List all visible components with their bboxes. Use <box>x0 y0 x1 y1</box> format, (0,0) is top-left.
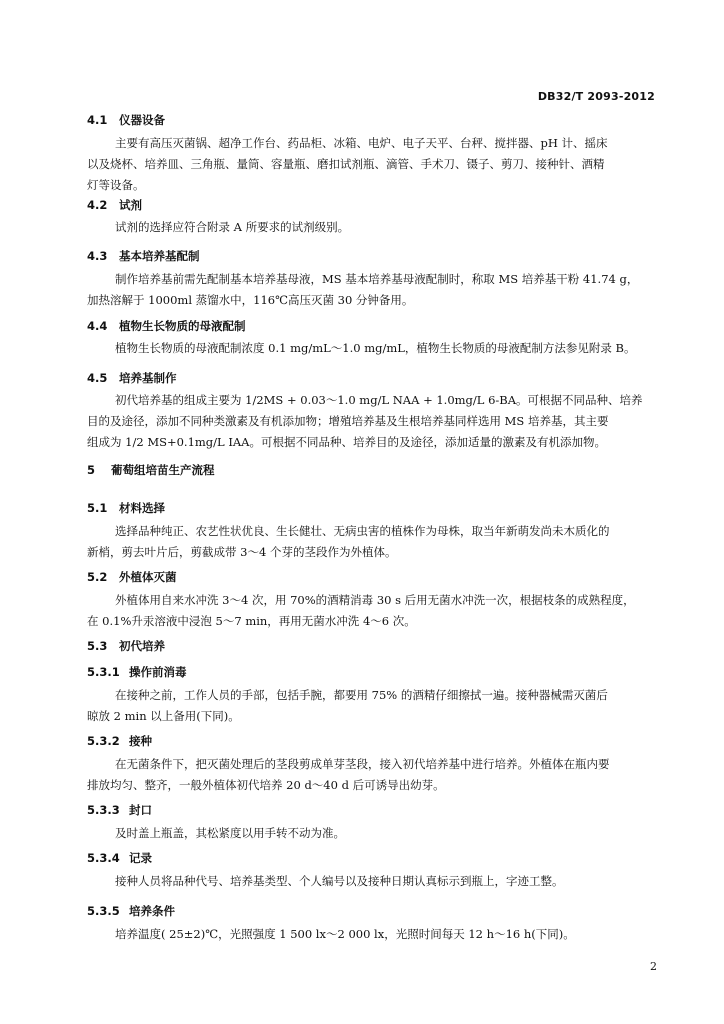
section-title: 记录 <box>129 851 153 865</box>
section-title: 试剂 <box>119 198 143 212</box>
section-title: 接种 <box>129 734 153 748</box>
section-number: 4.5 <box>87 371 108 385</box>
body-line: 主要有高压灭菌锅、超净工作台、药品柜、冰箱、电炉、电子天平、台秤、搅拌器、pH 计、摇床 <box>115 136 608 150</box>
section-title: 仪器设备 <box>119 113 166 127</box>
body-line: 以及烧杯、培养皿、三角瓶、量筒、容量瓶、磨扣试剂瓶、滴管、手术刀、镊子、剪刀、接种针、酒精 <box>87 157 605 171</box>
section-heading-5-3-3 <box>87 802 152 818</box>
section-body-4-2 <box>87 217 657 238</box>
section-title: 植物生长物质的母液配制 <box>119 319 246 333</box>
body-line: 制作培养基前需先配制基本培养基母液，MS 基本培养基母液配制时，称取 MS 培养基干粉 41.74 g， <box>115 272 639 286</box>
section-body-5-3-4 <box>87 871 657 892</box>
body-line: 接种人员将品种代号、培养基类型、个人编号以及接种日期认真标示到瓶上，字迹工整。 <box>115 874 564 888</box>
section-heading-5-1 <box>87 500 165 516</box>
section-body-4-3 <box>87 269 657 311</box>
section-title: 外植体灭菌 <box>119 570 177 584</box>
body-line: 植物生长物质的母液配制浓度 0.1 mg/mL～1.0 mg/mL，植物生长物质的母液配制方法参见附录 B。 <box>115 341 636 355</box>
section-number: 5.3.4 <box>87 851 120 865</box>
section-title: 初代培养 <box>119 639 166 653</box>
section-body-5-3-2 <box>87 754 657 796</box>
section-title: 材料选择 <box>119 501 166 515</box>
section-heading-5-3-4 <box>87 850 152 866</box>
section-number: 5.3.5 <box>87 904 120 918</box>
body-line: 外植体用自来水冲洗 3～4 次，用 70%的酒精消毒 30 s 后用无菌水冲洗一次，根据枝条的成熟程度， <box>115 593 635 607</box>
section-number: 4.2 <box>87 198 108 212</box>
section-body-4-5 <box>87 390 657 453</box>
section-body-5-1 <box>87 521 657 563</box>
body-line: 选择品种纯正、农艺性状优良、生长健壮、无病虫害的植株作为母株，取当年新萌发尚未木质化的 <box>115 524 610 538</box>
section-heading-5-3-2 <box>87 733 152 749</box>
body-line: 灯等设备。 <box>87 178 145 192</box>
chapter-heading-5 <box>87 462 215 478</box>
section-number: 5.3.2 <box>87 734 120 748</box>
body-line: 及时盖上瓶盖，其松紧度以用手转不动为准。 <box>115 826 345 840</box>
body-line: 组成为 1/2 MS+0.1mg/L IAA。可根据不同品种、培养目的及途径，添加适量的激素及有机添加物。 <box>87 435 606 449</box>
section-body-4-1 <box>87 133 657 196</box>
section-title: 培养条件 <box>129 904 176 918</box>
section-heading-5-3-5 <box>87 903 175 919</box>
body-line: 在无菌条件下，把灭菌处理后的茎段剪成单芽茎段，接入初代培养基中进行培养。外植体在瓶内要 <box>115 757 610 771</box>
section-body-5-3-3 <box>87 823 657 844</box>
section-title: 培养基制作 <box>119 371 177 385</box>
section-heading-5-2 <box>87 569 177 585</box>
section-number: 5.2 <box>87 570 108 584</box>
section-title: 基本培养基配制 <box>119 249 200 263</box>
section-body-4-4 <box>87 338 657 359</box>
section-body-5-3-1 <box>87 685 657 727</box>
section-heading-4-4 <box>87 318 246 334</box>
section-number: 5 <box>87 463 96 477</box>
body-line: 培养温度( 25±2)℃，光照强度 1 500 lx～2 000 lx，光照时间每天 12 h～16 h(下同)。 <box>115 927 575 941</box>
section-body-5-3-5 <box>87 924 657 945</box>
body-line: 在 0.1%升汞溶液中浸泡 5～7 min，再用无菌水冲洗 4～6 次。 <box>87 614 416 628</box>
page-number: 2 <box>650 960 657 973</box>
body-line: 初代培养基的组成主要为 1/2MS + 0.03～1.0 mg/L NAA + 1.0mg/L 6-BA。可根据不同品种、培养 <box>115 393 643 407</box>
section-number: 4.1 <box>87 113 108 127</box>
body-line: 晾放 2 min 以上备用(下同)。 <box>87 709 240 723</box>
standard-code: DB32/T 2093-2012 <box>537 90 655 103</box>
section-number: 5.3.3 <box>87 803 120 817</box>
section-title: 操作前消毒 <box>129 665 187 679</box>
body-line: 试剂的选择应符合附录 A 所要求的试剂级别。 <box>115 220 350 234</box>
section-title: 葡萄组培苗生产流程 <box>111 463 215 477</box>
section-heading-4-2 <box>87 197 142 213</box>
section-number: 5.3 <box>87 639 108 653</box>
section-number: 4.4 <box>87 319 108 333</box>
section-heading-4-5 <box>87 370 177 386</box>
section-body-5-2 <box>87 590 657 632</box>
section-number: 5.3.1 <box>87 665 120 679</box>
section-heading-4-1 <box>87 112 165 128</box>
body-line: 目的及途径，添加不同种类激素及有机添加物；增殖培养基及生根培养基同样选用 MS 培养基，其主要 <box>87 414 609 428</box>
section-heading-5-3 <box>87 638 165 654</box>
body-line: 在接种之前，工作人员的手部，包括手腕，都要用 75% 的酒精仔细擦拭一遍。接种器械需灭菌后 <box>115 688 608 702</box>
section-heading-5-3-1 <box>87 664 187 680</box>
body-line: 新梢，剪去叶片后，剪截成带 3～4 个芽的茎段作为外植体。 <box>87 545 397 559</box>
body-line: 排放均匀、整齐，一般外植体初代培养 20 d～40 d 后可诱导出幼芽。 <box>87 778 445 792</box>
section-number: 5.1 <box>87 501 108 515</box>
body-line: 加热溶解于 1000ml 蒸馏水中，116℃高压灭菌 30 分钟备用。 <box>87 293 414 307</box>
section-title: 封口 <box>129 803 153 817</box>
section-heading-4-3 <box>87 248 200 264</box>
section-number: 4.3 <box>87 249 108 263</box>
